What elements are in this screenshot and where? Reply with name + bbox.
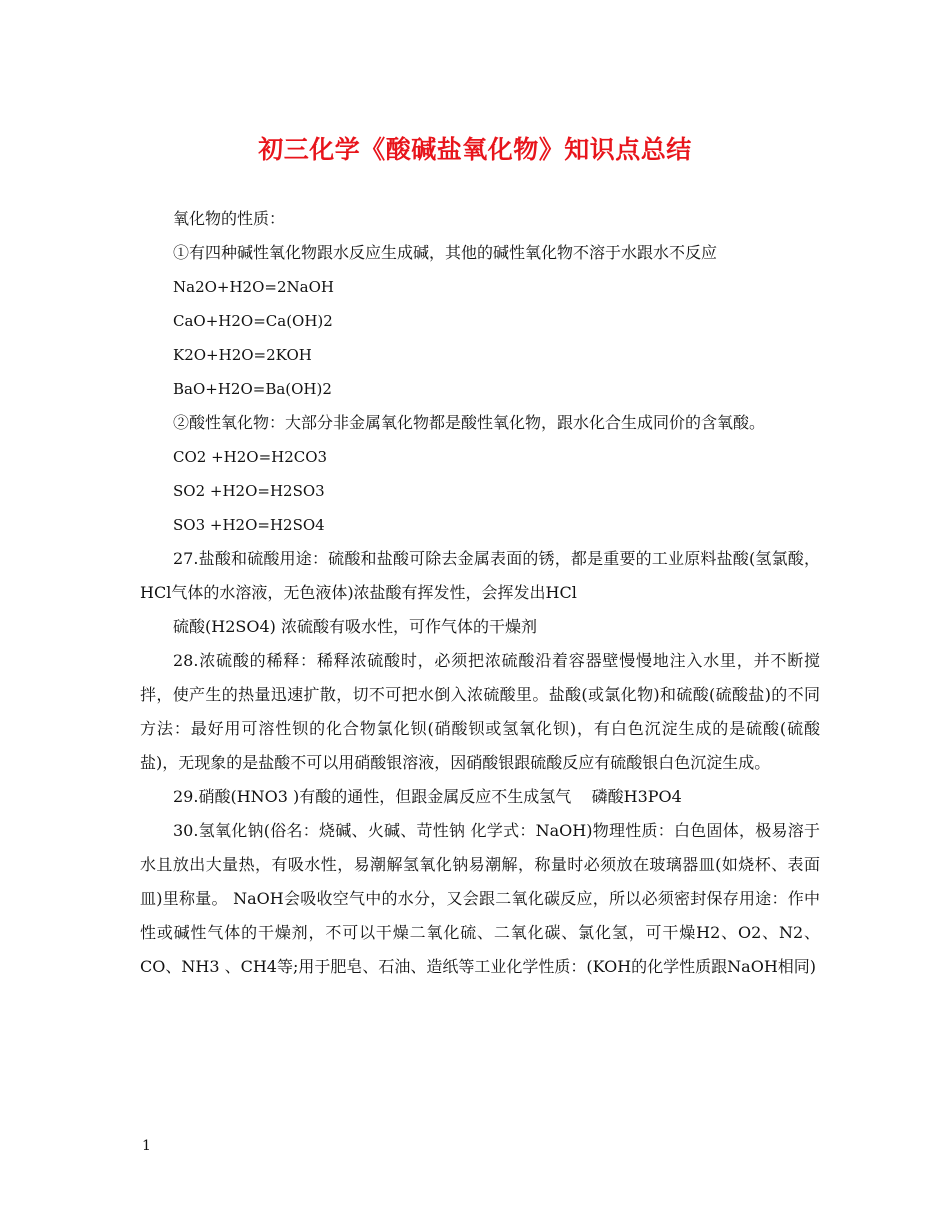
formula-line: SO2 +H2O=H2SO3 xyxy=(173,482,325,500)
document-body xyxy=(140,202,820,984)
document-title: 初三化学《酸碱盐氧化物》知识点总结 xyxy=(258,135,692,164)
acidic-oxide-rule: ②酸性氧化物：大部分非金属氧化物都是酸性氧化物，跟水化合生成同价的含氧酸。 xyxy=(173,413,766,432)
formula-line: SO3 +H2O=H2SO4 xyxy=(173,516,325,534)
formula-line: K2O+H2O=2KOH xyxy=(173,346,312,364)
formula-line: CaO+H2O=Ca(OH)2 xyxy=(173,312,333,330)
oxide-heading: 氧化物的性质： xyxy=(173,209,286,228)
formula-line: BaO+H2O=Ba(OH)2 xyxy=(173,380,332,398)
item-27-sulfuric-line: 硫酸(H2SO4) 浓硫酸有吸水性，可作气体的干燥剂 xyxy=(173,617,537,636)
formula-line: Na2O+H2O=2NaOH xyxy=(173,278,334,296)
item-28-paragraph: 28.浓硫酸的稀释：稀释浓硫酸时，必须把浓硫酸沿着容器壁慢慢地注入水里，并不断搅拌，使产生的热量迅速扩散，切不可把水倒入浓硫酸里。盐酸(或氯化物)和硫酸(硫酸盐)的不同方法：最好用可溶性钡的化合物氯化钡(硝酸钡或氢氧化钡)，有白色沉淀生成的是硫酸(硫酸盐)，无现象的是盐酸不可以用硝酸银溶液，因硝酸银跟硫酸反应有硫酸银白色沉淀生成。 xyxy=(140,651,820,772)
item-30-paragraph: 30.氢氧化钠(俗名：烧碱、火碱、苛性钠 化学式：NaOH)物理性质：白色固体，极易溶于水且放出大量热，有吸水性，易潮解氢氧化钠易潮解，称量时必须放在玻璃器皿(如烧杯、表面皿)里称量。 NaOH会吸收空气中的水分，又会跟二氧化碳反应，所以必须密封保存用途：作中性或碱性气体的干燥剂，不可以干燥二氧化硫、二氧化碳、氯化氢，可干燥H2、O2、N2、CO、NH3 、CH4等;用于肥皂、石油、造纸等工业化学性质：(KOH的化学性质跟NaOH相同) xyxy=(140,821,820,976)
basic-oxide-rule: ①有四种碱性氧化物跟水反应生成碱，其他的碱性氧化物不溶于水跟水不反应 xyxy=(173,243,718,262)
item-29-paragraph: 29.硝酸(HNO3 )有酸的通性，但跟金属反应不生成氢气 磷酸H3PO4 xyxy=(173,787,682,806)
formula-line: CO2 +H2O=H2CO3 xyxy=(173,448,328,466)
item-27-paragraph: 27.盐酸和硫酸用途：硫酸和盐酸可除去金属表面的锈，都是重要的工业原料盐酸(氢氯酸，HCl气体的水溶液，无色液体)浓盐酸有挥发性，会挥发出HCl xyxy=(140,549,820,602)
page-number: 1 xyxy=(142,1138,151,1154)
